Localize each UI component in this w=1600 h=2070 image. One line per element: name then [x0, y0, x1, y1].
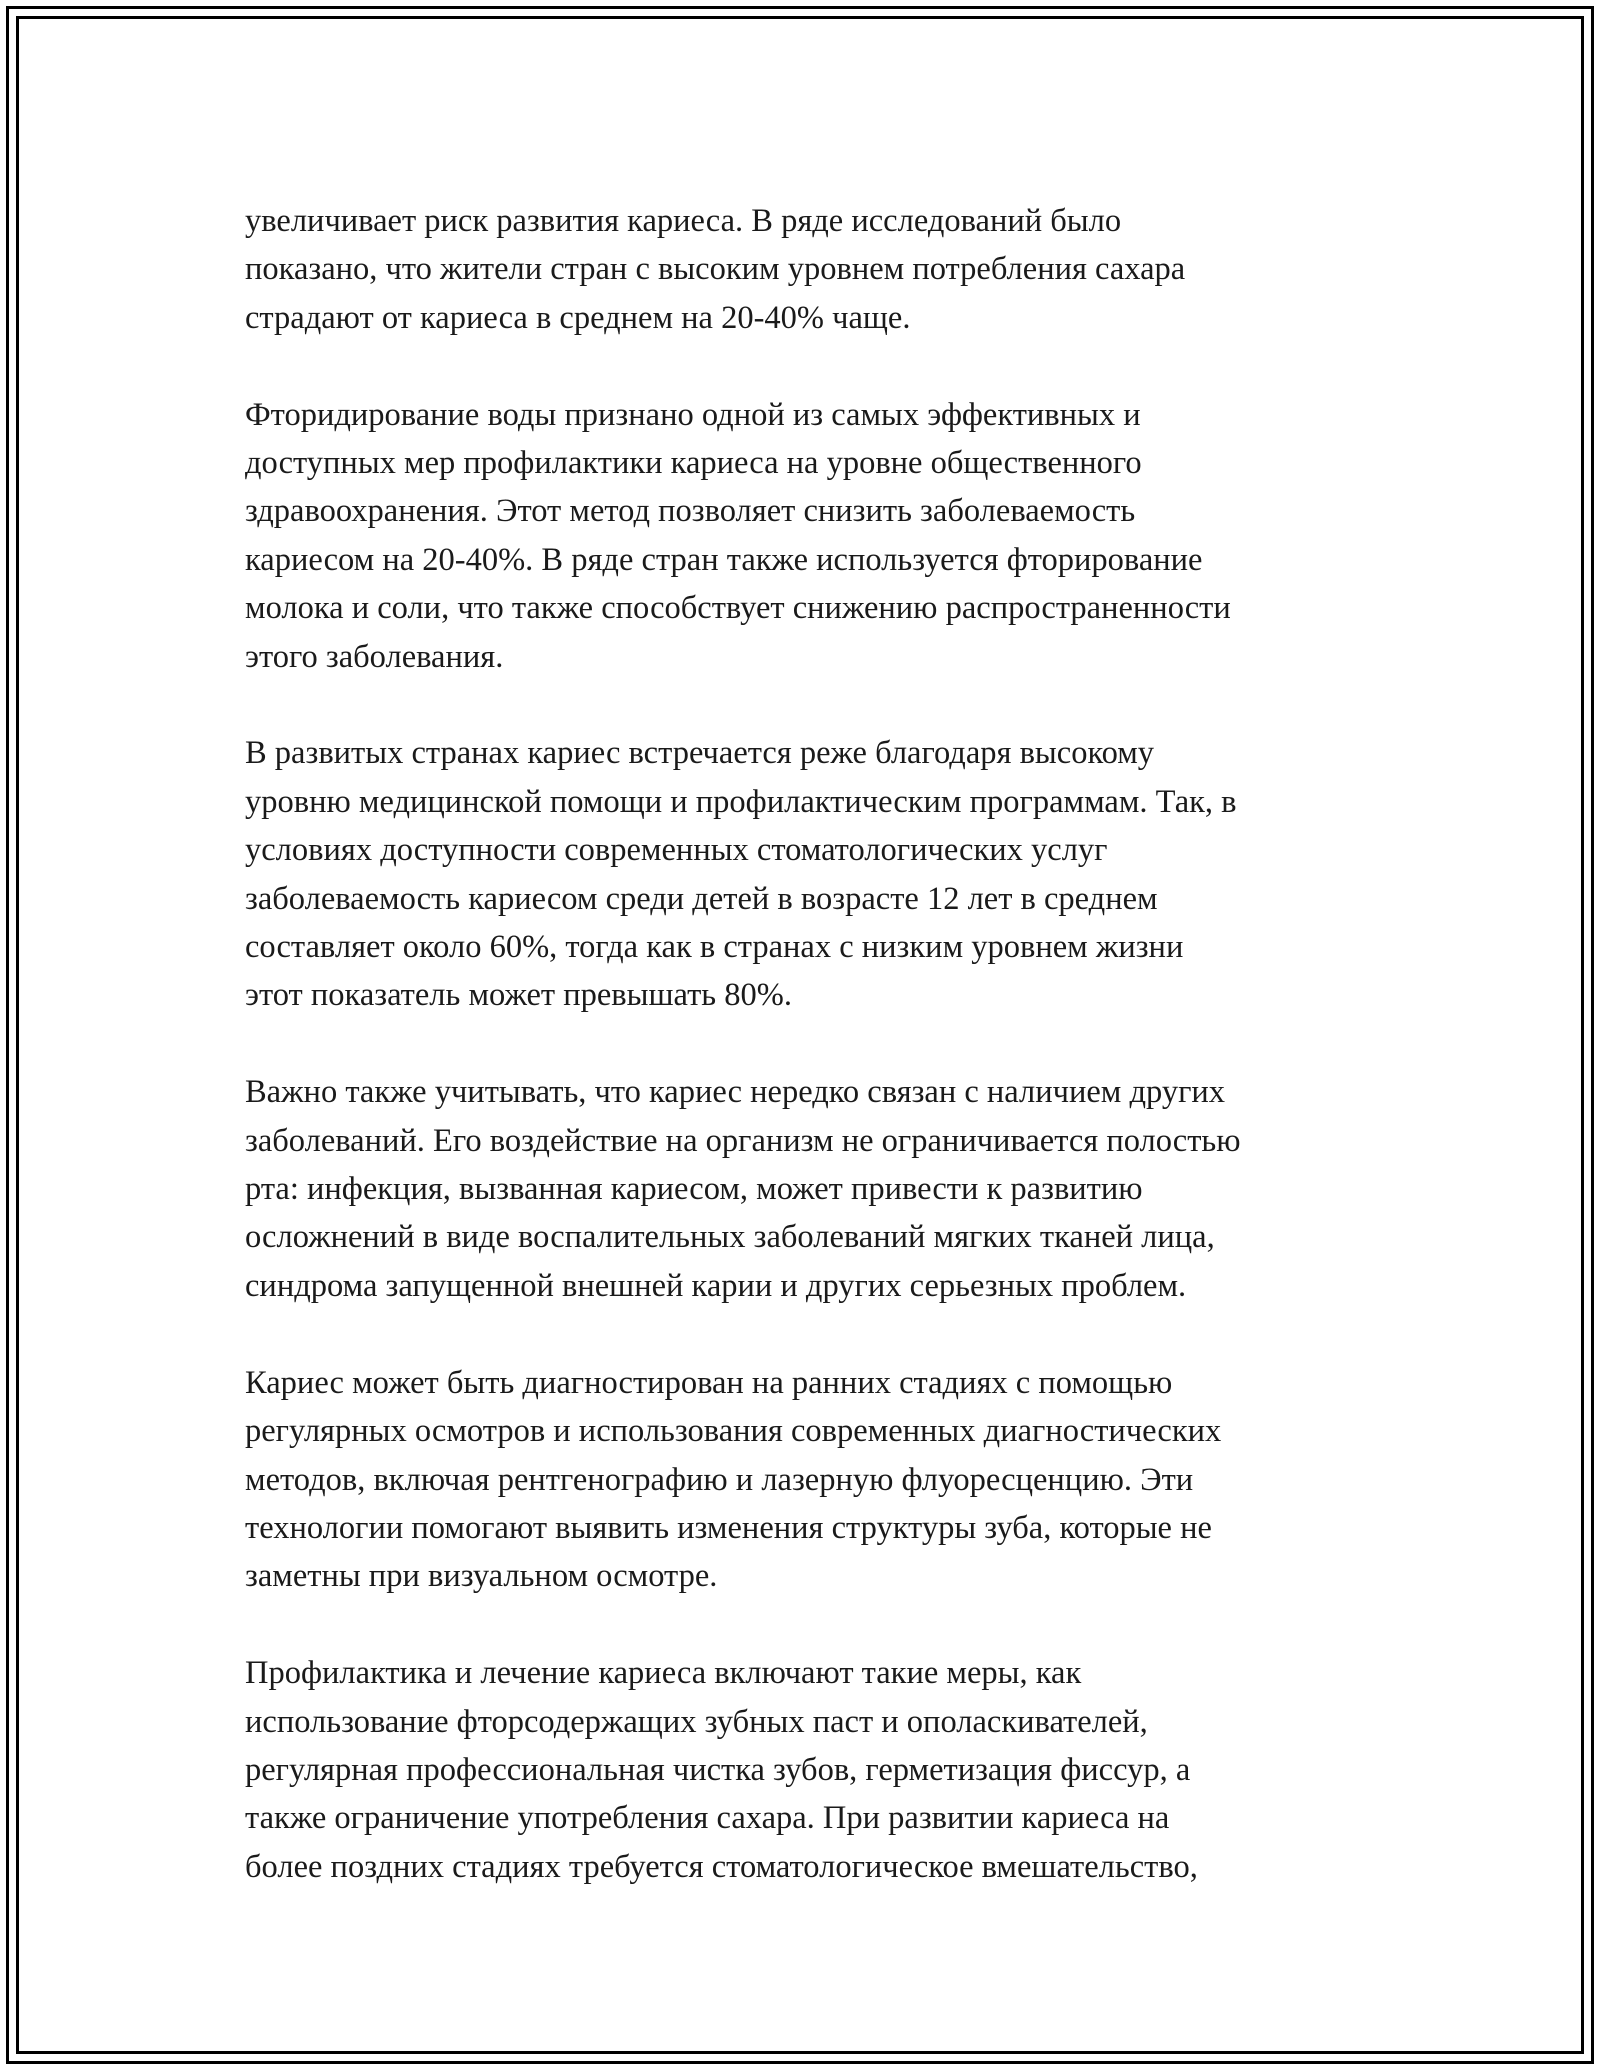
paragraph-diagnosis: Кариес может быть диагностирован на ранних стадиях с помощью регулярных осмотров и использования современных диагностических методов, включая рентгенографию и лазерную флуоресценцию. Эти технологии помогают выявить изменения структуры зуба, которые не заметны при визуальном осмотре.	[245, 1364, 1222, 1595]
paragraph-developed-countries: В развитых странах кариес встречается реже благодаря высокому уровню медицинской помощи и профилактическим программам. Так, в условиях доступности современных стоматологических услуг заболеваемость кариесом среди детей в возрасте 12 лет в среднем составляет около 60%, тогда как в странах с низким уровнем жизни этот показатель может превышать 80%.	[245, 735, 1237, 1014]
paragraph-prevention-treatment: Профилактика и лечение кариеса включают такие меры, как использование фторсодержащих зубных паст и ополаскивателей, регулярная профессиональная чистка зубов, герметизация фиссур, а также ограничение употребления сахара. При развитии кариеса на более поздних стадиях требуется стоматологическое вмешательство,	[245, 1655, 1198, 1885]
paragraph-sugar-risk: увеличивает риск развития кариеса. В ряде исследований было показано, что жители стран с высоким уровнем потребления сахара страдают от кариеса в среднем на 20-40% чаще.	[245, 203, 1186, 336]
page-frame	[6, 6, 1594, 2064]
paragraph-water-fluoridation: Фторидирование воды признано одной из самых эффективных и доступных мер профилактики кариеса на уровне общественного здравоохранения. Этот метод позволяет снизить заболеваемость кариесом на 20-40%. В ряде стран также используется фторирование молока и соли, что также способствует снижению распространенности этого заболевания.	[245, 396, 1231, 675]
paragraph-related-diseases: Важно также учитывать, что кариес нередко связан с наличием других заболеваний. Его воздействие на организм не ограничивается полостью рта: инфекция, вызванная кариесом, может привести к развитию осложнений в виде воспалительных заболеваний мягких тканей лица, синдрома запущенной внешней карии и других серьезных проблем.	[245, 1074, 1241, 1304]
document-body	[245, 197, 1385, 1940]
